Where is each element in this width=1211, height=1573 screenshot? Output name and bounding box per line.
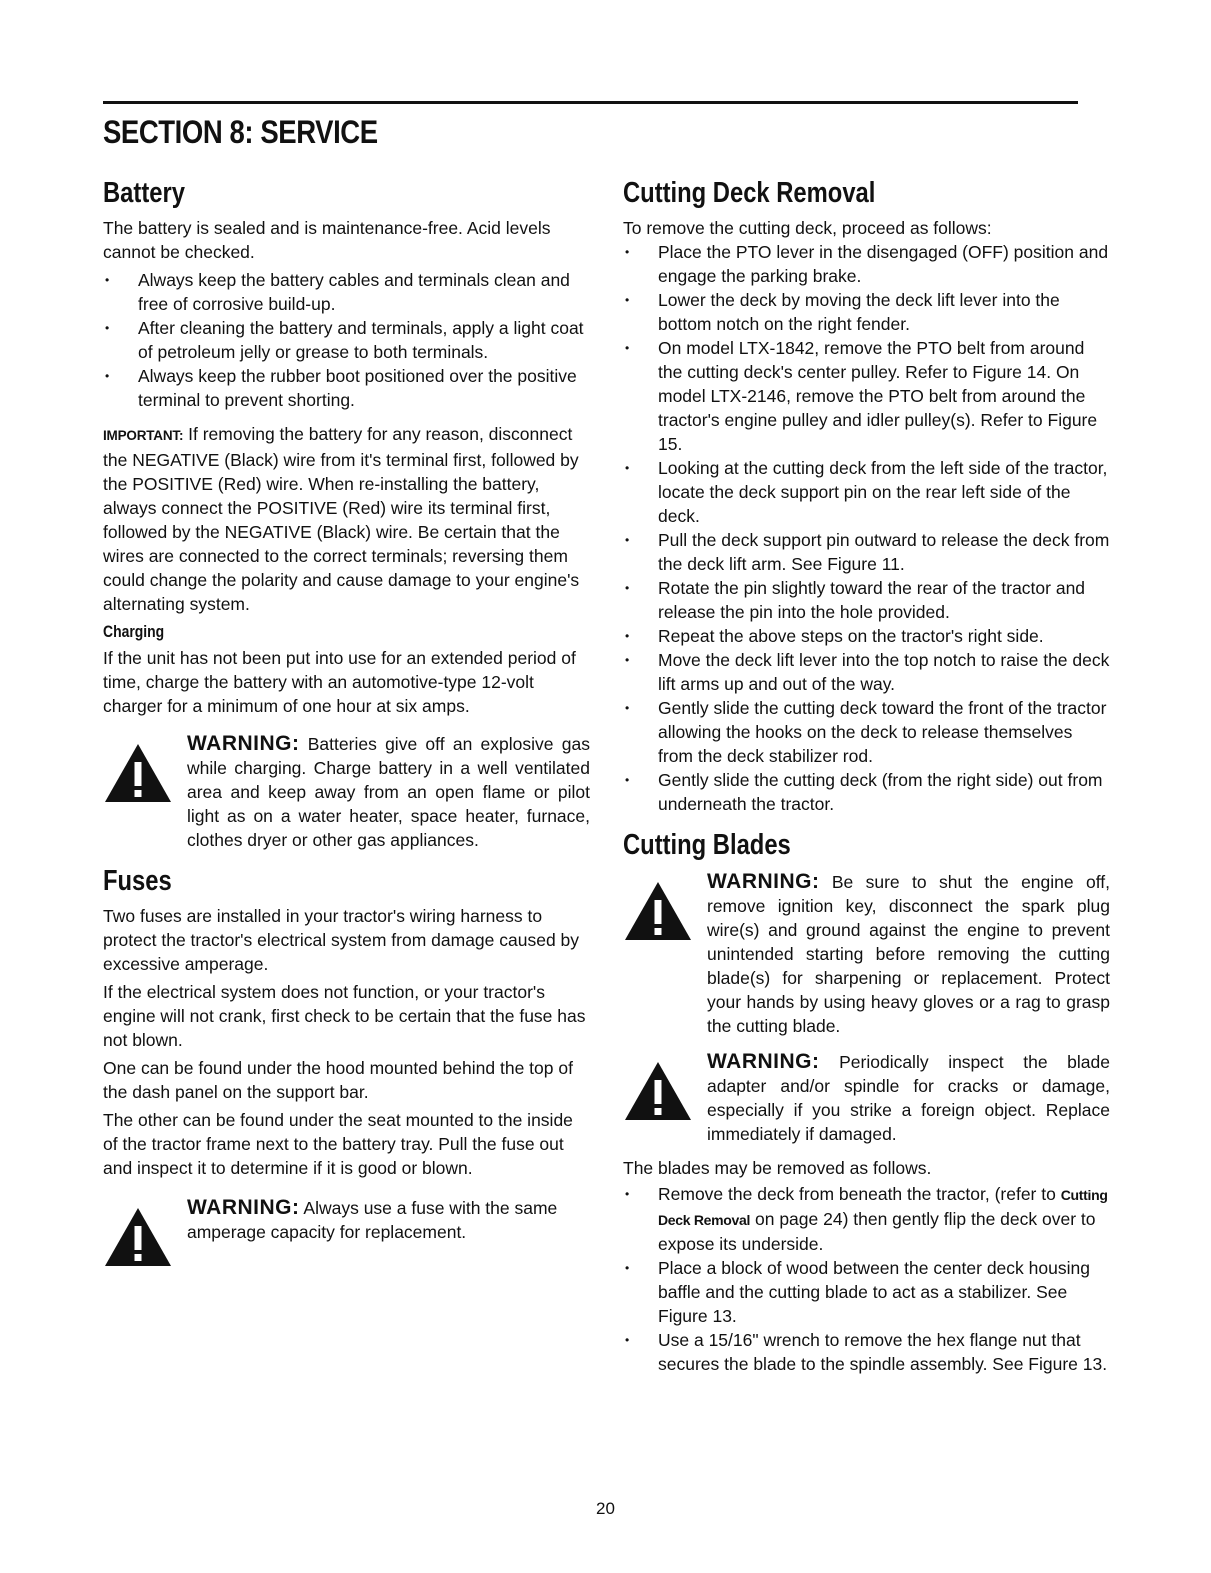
list-item: • On model LTX-1842, remove the PTO belt from around the cutting deck's center pulley. Refer to Figure 14. On model LTX-2146, remove the PTO belt from around the tractor's engine pulley and idler pulley(s). Refer to Figure 15. — [623, 336, 1110, 456]
warning-text — [187, 732, 590, 852]
blades-list — [623, 1182, 1110, 1376]
charging-text: If the unit has not been put into use for an extended period of time, charge the battery with an automotive-type 12-volt charger for a minimum of one hour at six amps. — [103, 648, 576, 717]
list-item: • Looking at the cutting deck from the left side of the tractor, locate the deck support pin on the rear left side of the deck. — [623, 456, 1110, 528]
list-item: • Pull the deck support pin outward to release the deck from the deck lift arm. See Figure 11. — [623, 528, 1110, 576]
deck-removal-intro: To remove the cutting deck, proceed as follows: — [623, 217, 992, 238]
list-item: • Gently slide the cutting deck (from the right side) out from underneath the tractor. — [623, 768, 1110, 816]
warning-text — [707, 870, 1110, 1038]
list-item: • Always keep the rubber boot positioned over the positive terminal to prevent shorting. — [103, 364, 590, 412]
battery-list — [103, 268, 590, 412]
important-label: IMPORTANT: — [103, 427, 184, 443]
blades-intro: The blades may be removed as follows. — [623, 1157, 932, 1178]
warning-label: WARNING: — [187, 732, 300, 756]
list-item: • Move the deck lift lever into the top notch to raise the deck lift arms up and out of the way. — [623, 648, 1110, 696]
list-item: • After cleaning the battery and terminals, apply a light coat of petroleum jelly or grease to both terminals. — [103, 316, 590, 364]
battery-heading: Battery — [103, 177, 185, 209]
blades-warning-1 — [623, 870, 1110, 1038]
warning-body: Always use a fuse with the same amperage capacity for replacement. — [187, 1198, 558, 1243]
warning-text — [707, 1050, 1110, 1146]
list-item-text: on page 24) then gently flip the deck over to expose its underside. — [658, 1208, 1096, 1254]
list-item: • Always keep the battery cables and terminals clean and free of corrosive build-up. — [103, 268, 590, 316]
header-rule — [103, 101, 1078, 104]
list-item-text: Remove the deck from beneath the tractor, (refer to — [658, 1183, 1061, 1204]
list-item: • Gently slide the cutting deck toward the front of the tractor allowing the hooks on the deck to release themselves from the deck stabilizer rod. — [623, 696, 1110, 768]
right-column — [623, 178, 1110, 1380]
list-item: • Lower the deck by moving the deck lift lever into the bottom notch on the right fender. — [623, 288, 1110, 336]
warning-text — [187, 1196, 590, 1244]
charging-heading: Charging — [103, 621, 165, 641]
list-item — [623, 1182, 1110, 1256]
warning-label: WARNING: — [707, 1049, 820, 1073]
important-text: If removing the battery for any reason, disconnect the NEGATIVE (Black) wire from it's terminal first, followed by the POSITIVE (Red) wire. When re-installing the battery, always connect the POSITIVE (Red) wire its terminal first, followed by the NEGATIVE (Black) wire. Be certain that the wires are connected to the correct terminals; reversing them could change the polarity and cause damage to your engine's alternating system. — [103, 423, 580, 614]
list-item: • Rotate the pin slightly toward the rear of the tractor and release the pin into the hole provided. — [623, 576, 1110, 624]
list-item: • Use a 15/16" wrench to remove the hex flange nut that secures the blade to the spindle assembly. See Figure 13. — [623, 1328, 1110, 1376]
page-number: 20 — [596, 1499, 615, 1518]
fuses-paragraph: One can be found under the hood mounted behind the top of the dash panel on the support bar. — [103, 1058, 573, 1103]
deck-removal-heading: Cutting Deck Removal — [623, 177, 876, 209]
blades-warning-2 — [623, 1050, 1110, 1146]
warning-label: WARNING: — [187, 1196, 300, 1220]
warning-label: WARNING: — [707, 869, 820, 893]
cutting-blades-heading: Cutting Blades — [623, 828, 791, 861]
battery-intro: The battery is sealed and is maintenance-free. Acid levels cannot be checked. — [103, 217, 551, 262]
list-item: • Place a block of wood between the center deck housing baffle and the cutting blade to act as a stabilizer. See Figure 13. — [623, 1256, 1110, 1328]
fuses-heading: Fuses — [103, 865, 172, 898]
section-reference: Cutting Deck Removal — [658, 1186, 1108, 1228]
warning-triangle-icon — [623, 880, 693, 942]
warning-triangle-icon — [103, 742, 173, 804]
deck-removal-list — [623, 240, 1110, 816]
left-column — [103, 178, 590, 1286]
fuses-paragraph: Two fuses are installed in your tractor's wiring harness to protect the tractor's electrical system from damage caused by excessive amperage. — [103, 906, 580, 975]
warning-triangle-icon — [623, 1060, 693, 1122]
warning-body: Periodically inspect the blade adapter and/or spindle for cracks or damage, especially if you strike a foreign object. Replace immediately if damaged. — [707, 1051, 1110, 1144]
list-item: • Place the PTO lever in the disengaged (OFF) position and engage the parking brake. — [623, 240, 1110, 288]
list-item: • Repeat the above steps on the tractor's right side. — [623, 624, 1110, 648]
warning-body: Batteries give off an explosive gas while charging. Charge battery in a well ventilated area and keep away from an open flame or pilot light as on a water heater, space heater, furnace, clothes dryer or other gas appliances. — [187, 734, 590, 851]
charging-warning — [103, 732, 590, 852]
important-note — [103, 422, 590, 616]
fuses-warning — [103, 1196, 590, 1276]
fuses-paragraph: The other can be found under the seat mounted to the inside of the tractor frame next to the battery tray. Pull the fuse out and inspect it to determine if it is good or blown. — [103, 1110, 573, 1179]
warning-body: Be sure to shut the engine off, remove ignition key, disconnect the spark plug wire(s) and ground against the engine to prevent unintended starting before removing the cutting blade(s) for sharpening or replacement. Protect your hands by using heavy gloves or a rag to grasp the cutting blade. — [707, 871, 1110, 1036]
fuses-paragraph: If the electrical system does not function, or your tractor's engine will not crank, first check to be certain that the fuse has not blown. — [103, 982, 586, 1051]
warning-triangle-icon — [103, 1206, 173, 1268]
section-title: SECTION 8: SERVICE — [103, 114, 378, 150]
